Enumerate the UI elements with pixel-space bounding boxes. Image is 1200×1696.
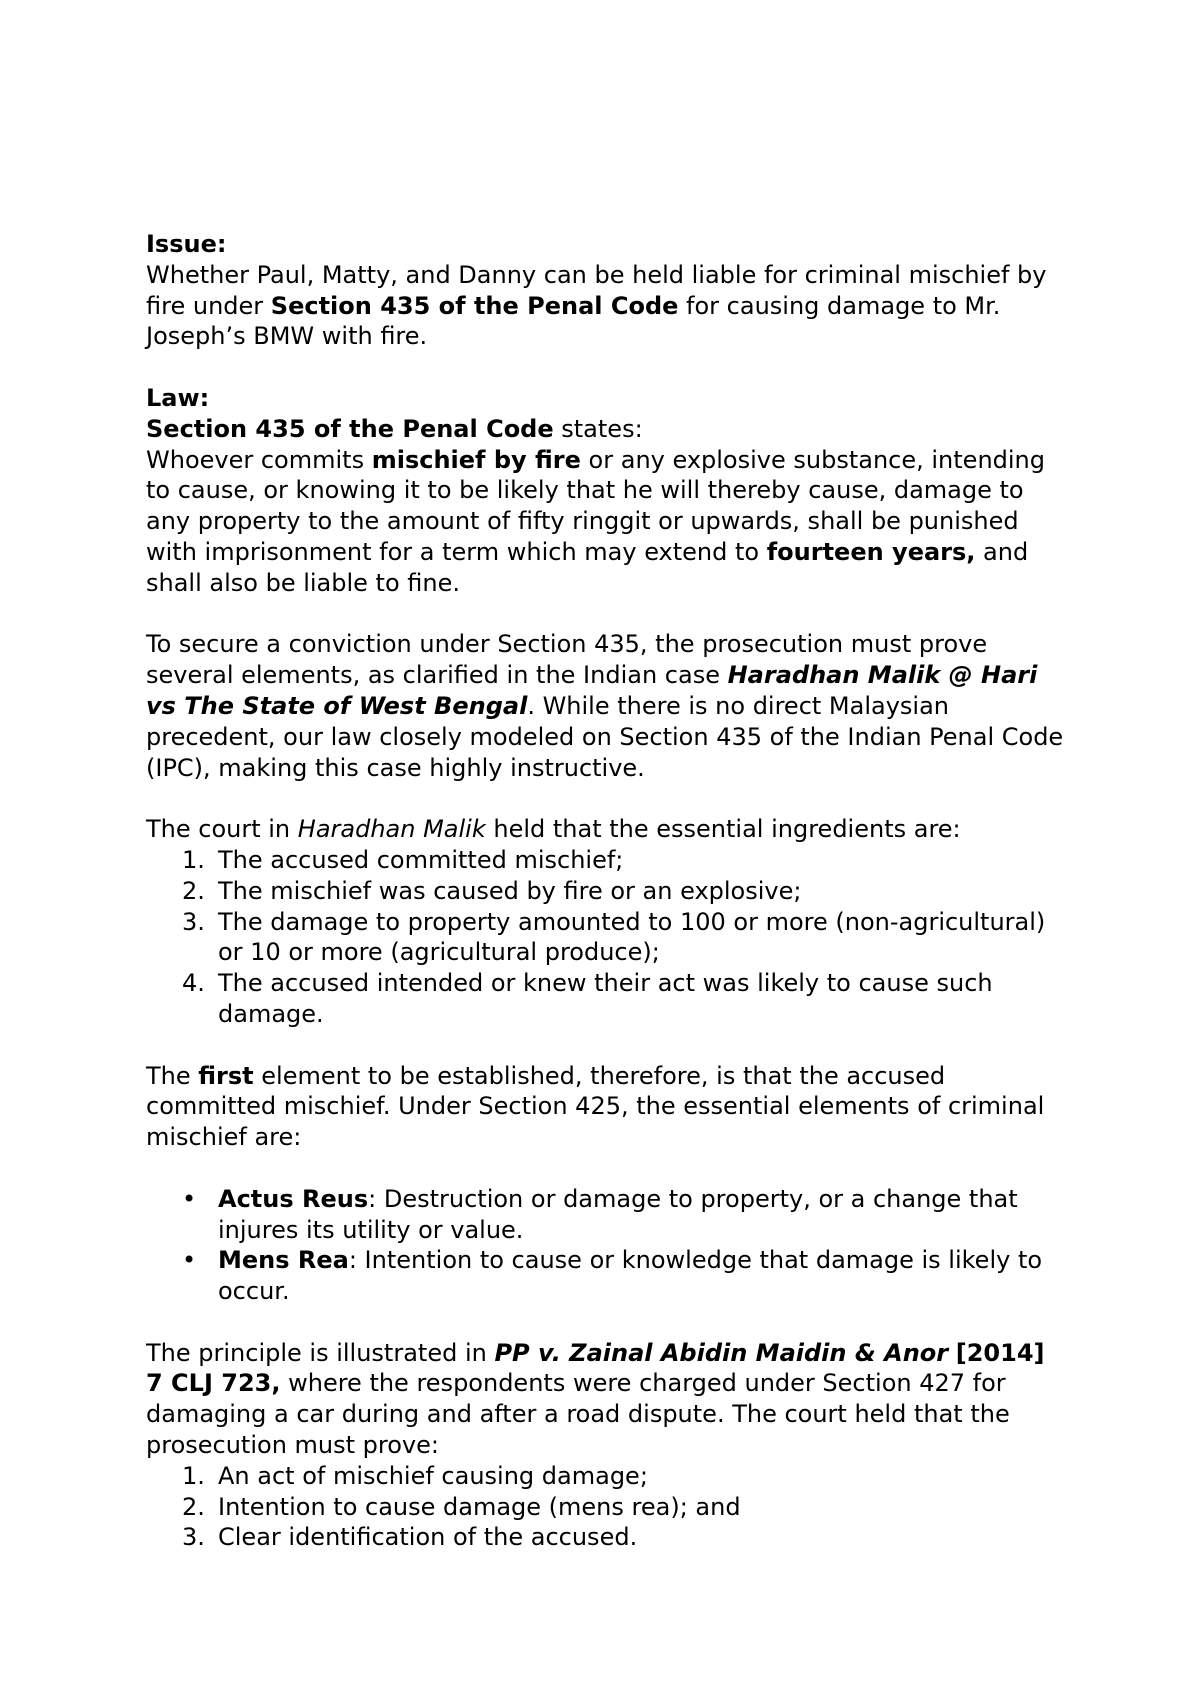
ingredients-intro: The court in Haradhan Malik held that the essential ingredients are: (146, 815, 961, 844)
issue-paragraph: Whether Paul, Matty, and Danny can be held liable for criminal mischief by fire under Section 435 of the Penal Code for causing damage to Mr. Joseph’s BMW with fire. (146, 260, 1047, 351)
list-item: • Mens Rea: Intention to cause or knowledge that damage is likely to occur. (182, 1246, 1043, 1306)
spacer (146, 783, 1066, 814)
document-page (146, 229, 1066, 1553)
bullet-icon: • (182, 1246, 197, 1275)
list-item: 3. Clear identification of the accused. (182, 1523, 638, 1552)
spacer (146, 1153, 1066, 1184)
list-item: • Actus Reus: Destruction or damage to property, or a change that injures its utility or value. (182, 1184, 1018, 1244)
list-item: 1. An act of mischief causing damage; (182, 1461, 648, 1490)
list-item: 4. The accused intended or knew their act was likely to cause such damage. (182, 969, 993, 1028)
prove-list (146, 1461, 1066, 1553)
law-heading: Law: (146, 383, 210, 412)
section-435-title: Section 435 of the Penal Code states: (146, 414, 643, 443)
issue-heading: Issue: (146, 230, 227, 258)
ingredients-list (146, 845, 1066, 1030)
section-435-quote: Whoever commits mischief by fire or any explosive substance, intending to cause, or knowing it to be likely that he will thereby cause, damage to any property to the amount of fifty ringgit or upwards, shall be punished with imprisonment for a term which may extend to fourteen years, and shall also be liable to fine. (146, 445, 1045, 597)
list-item: 3. The damage to property amounted to 100 or more (non-agricultural) or 10 or more (agricultural produce); (182, 907, 1046, 967)
list-item: 2. Intention to cause damage (mens rea); and (182, 1492, 741, 1521)
mischief-elements-list (146, 1184, 1066, 1307)
spacer (146, 352, 1066, 383)
list-item: 1. The accused committed mischief; (182, 845, 624, 874)
bullet-icon: • (182, 1184, 197, 1213)
spacer (146, 1030, 1066, 1061)
spacer (146, 1307, 1066, 1338)
conviction-paragraph: To secure a conviction under Section 435, the prosecution must prove several elements, as clarified in the Indian case Haradhan Malik @ Hari vs The State of West Bengal. While there is no direct Malaysian precedent, our law closely modeled on Section 435 of the Indian Penal Code (IPC), making this case highly instructive. (146, 630, 1064, 782)
list-item: 2. The mischief was caused by fire or an explosive; (182, 876, 802, 905)
first-element-paragraph: The first element to be established, therefore, is that the accused committed mischief. Under Section 425, the essential elements of criminal mischief are: (146, 1061, 1045, 1152)
principle-paragraph: The principle is illustrated in PP v. Zainal Abidin Maidin & Anor [2014] 7 CLJ 723, where the respondents were charged under Section 427 for damaging a car during and after a road dispute. The court held that the prosecution must prove: (146, 1338, 1045, 1460)
spacer (146, 599, 1066, 630)
